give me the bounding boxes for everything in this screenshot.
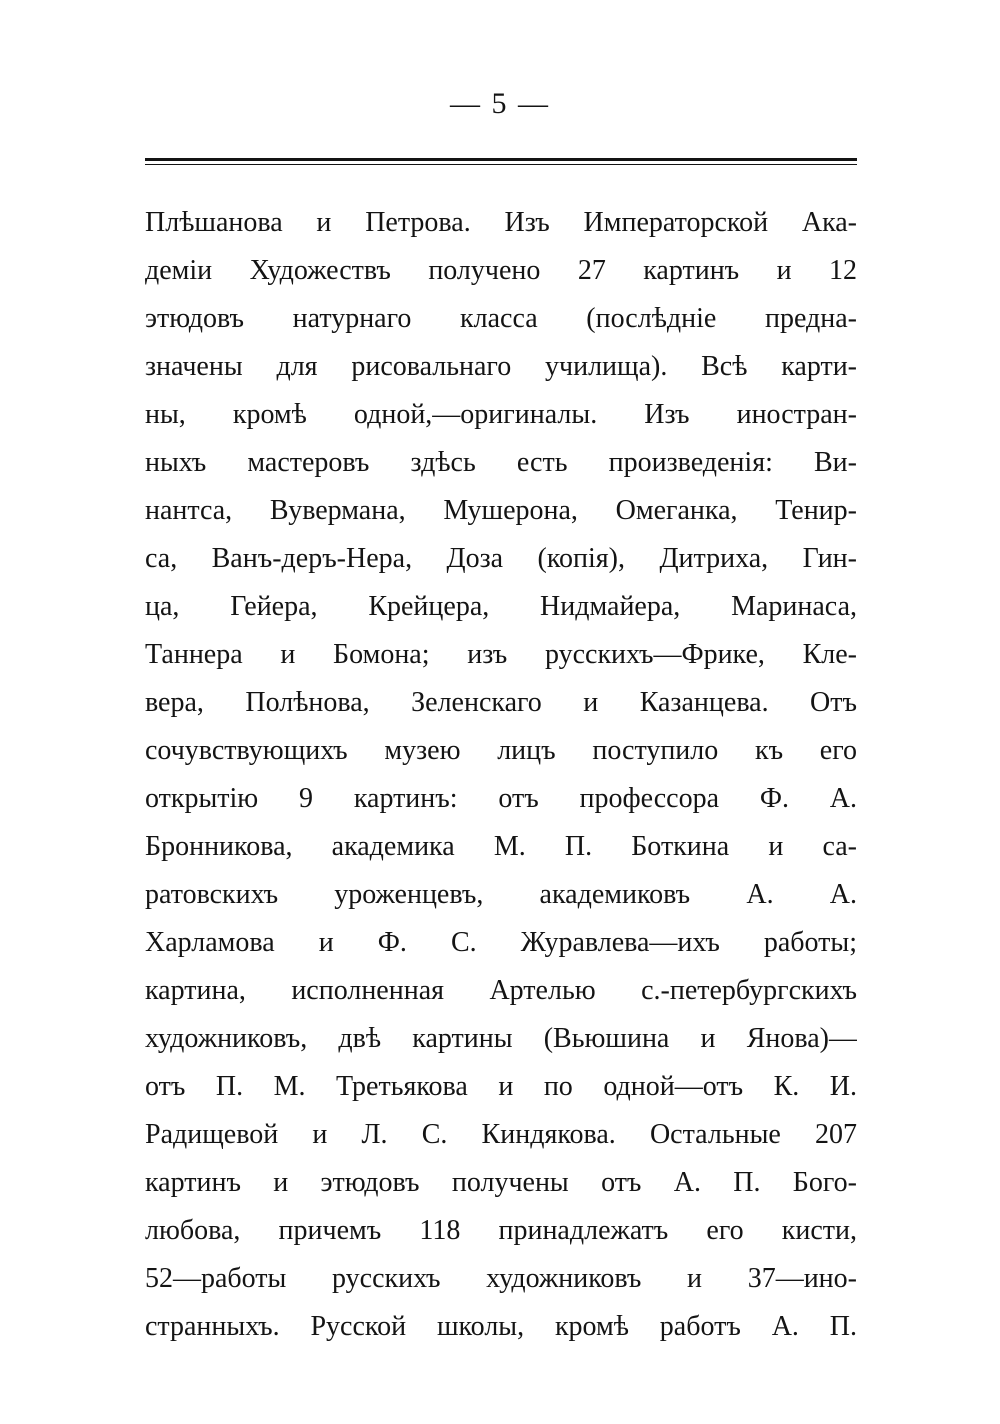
text-line: этюдовъ натурнаго класса (послѣдніе предна- (145, 303, 857, 334)
text-line: вера, Полѣнова, Зеленскаго и Казанцева. Отъ (145, 687, 857, 718)
text-line: Плѣшанова и Петрова. Изъ Императорской Ака- (145, 207, 857, 238)
header-rule-thin (145, 164, 857, 165)
text-line: картинъ и этюдовъ получены отъ А. П. Бого- (145, 1167, 857, 1198)
header-rule-thick (145, 158, 857, 161)
text-line: значены для рисовальнаго училища). Всѣ карти- (145, 351, 857, 382)
text-line: любова, причемъ 118 принадлежатъ его кисти, (145, 1215, 857, 1246)
text-line: Таннера и Бомона; изъ русскихъ—Фрике, Кле- (145, 639, 857, 670)
text-line: Бронникова, академика М. П. Боткина и са- (145, 831, 857, 862)
text-line: ны, кромѣ одной,—оригиналы. Изъ иностран- (145, 399, 857, 430)
text-line: нантса, Вувермана, Мушерона, Омеганка, Тенир- (145, 495, 857, 526)
body-text (145, 199, 857, 1351)
text-line: ратовскихъ уроженцевъ, академиковъ А. А. (145, 879, 857, 910)
text-line: Харламова и Ф. С. Журавлева—ихъ работы; (145, 927, 857, 958)
text-line: деміи Художествъ получено 27 картинъ и 12 (145, 255, 857, 286)
text-line: картина, исполненная Артелью с.-петербургскихъ (145, 975, 857, 1006)
text-line: отъ П. М. Третьякова и по одной—отъ К. И. (145, 1071, 857, 1102)
text-line: художниковъ, двѣ картины (Вьюшина и Янова)— (145, 1023, 857, 1054)
text-line: 52—работы русскихъ художниковъ и 37—ино- (145, 1263, 857, 1294)
text-line: са, Ванъ-деръ-Нера, Доза (копія), Дитриха, Гин- (145, 543, 857, 574)
text-line: открытію 9 картинъ: отъ профессора Ф. А. (145, 783, 857, 814)
text-line: ныхъ мастеровъ здѣсь есть произведенія: Ви- (145, 447, 857, 478)
text-line: Радищевой и Л. С. Киндякова. Остальные 207 (145, 1119, 857, 1150)
page-number-header: — 5 — (450, 87, 550, 120)
text-line: странныхъ. Русской школы, кромѣ работъ А. П. (145, 1311, 857, 1342)
text-line: ца, Гейера, Крейцера, Нидмайера, Маринаса, (145, 591, 857, 622)
text-line: сочувствующихъ музею лицъ поступило къ его (145, 735, 857, 766)
